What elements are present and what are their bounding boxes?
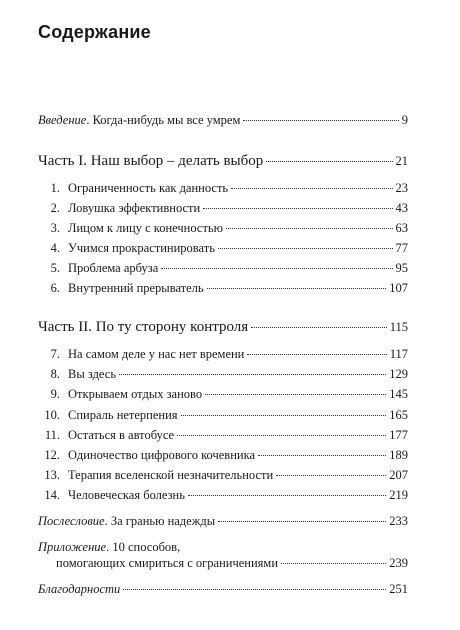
chapter-title: Внутренний прерыватель	[68, 281, 204, 295]
chapter-title: Спираль нетерпения	[68, 407, 178, 422]
chapter-number: 13.	[44, 468, 60, 483]
chapter-title: Терапия вселенской незначительности	[68, 468, 274, 483]
toc-chapter-entry[interactable]	[38, 180, 408, 196]
dot-leader	[258, 455, 386, 456]
toc-chapter-entry[interactable]	[38, 280, 408, 296]
dot-leader	[247, 354, 386, 355]
page-number: 251	[389, 582, 408, 596]
dot-leader	[276, 475, 386, 476]
chapter-title: Одиночество цифрового кочевника	[68, 448, 256, 462]
page-number: 95	[395, 261, 408, 275]
toc-entry-thanks[interactable]	[38, 581, 408, 597]
chapter-number: 12.	[44, 448, 60, 462]
page-number: 23	[395, 181, 408, 195]
toc-chapter-entry[interactable]	[38, 386, 408, 402]
chapter-number: 3.	[50, 221, 60, 235]
chapter-title: На самом деле у нас нет времени	[68, 347, 245, 361]
chapter-number: 11.	[44, 427, 60, 442]
page-number: 43	[395, 201, 408, 215]
dot-leader	[251, 327, 387, 328]
chapter-number: 6.	[50, 281, 60, 295]
dot-leader	[281, 563, 386, 564]
dot-leader	[218, 248, 393, 249]
toc-chapter-entry[interactable]	[38, 260, 408, 276]
dot-leader	[181, 415, 387, 416]
part-title: Часть I. Наш выбор – делать выбор	[38, 153, 264, 169]
toc-chapter-entry[interactable]	[38, 240, 408, 256]
page-number: 189	[389, 448, 408, 462]
dot-leader	[188, 495, 386, 496]
toc-chapter-entry[interactable]	[38, 200, 408, 216]
page-number: 115	[389, 320, 408, 334]
dot-leader	[123, 589, 386, 590]
chapter-title: Проблема арбуза	[68, 261, 159, 275]
dot-leader	[243, 120, 398, 121]
chapter-number: 7.	[50, 347, 60, 361]
page-number: 239	[389, 556, 408, 570]
chapter-title: Лицом к лицу с конечностью	[68, 221, 223, 235]
intro-label: Введение	[38, 113, 87, 127]
page-number: 145	[389, 387, 408, 402]
dot-leader	[203, 208, 392, 209]
chapter-title: Учимся прокрастинировать	[68, 241, 215, 255]
toc-chapter-entry[interactable]	[38, 467, 408, 483]
dot-leader	[205, 394, 386, 395]
chapter-title: Остаться в автобусе	[68, 427, 175, 442]
appendix-line2: помогающих смириться с ограничениями	[56, 556, 279, 570]
page-number: 117	[389, 347, 408, 361]
chapter-number: 4.	[50, 241, 60, 255]
page-number: 107	[389, 281, 408, 295]
toc-chapter-entry[interactable]	[38, 366, 408, 382]
toc-chapter-entry[interactable]	[38, 427, 408, 443]
intro-text: . Когда-нибудь мы все умрем	[86, 113, 241, 127]
toc-chapter-entry[interactable]	[38, 487, 408, 503]
toc-chapter-entry[interactable]	[38, 220, 408, 236]
toc-entry-appendix[interactable]	[38, 539, 408, 571]
chapter-title: Вы здесь	[68, 367, 117, 382]
dot-leader	[161, 268, 392, 269]
dot-leader	[177, 435, 386, 436]
toc-chapter-entry[interactable]	[38, 447, 408, 463]
afterword-text: . За гранью надежды	[104, 514, 216, 528]
page-number: 207	[389, 468, 408, 483]
afterword-label: Послесловие	[38, 514, 105, 528]
toc-part-1[interactable]	[38, 152, 408, 170]
toc-chapter-entry[interactable]	[38, 346, 408, 362]
chapter-title: Человеческая болезнь	[68, 488, 185, 503]
page-number: 21	[395, 154, 408, 168]
chapter-number: 8.	[50, 367, 60, 382]
chapter-title: Ловушка эффективности	[68, 201, 201, 215]
part-title: Часть II. По ту сторону контроля	[38, 319, 249, 335]
page-number: 9	[401, 113, 408, 127]
chapter-number: 10.	[44, 407, 60, 422]
chapter-number: 14.	[44, 488, 60, 503]
page-number: 165	[389, 407, 408, 422]
chapter-number: 9.	[50, 387, 60, 402]
page-number: 129	[389, 367, 408, 382]
page-number: 77	[395, 241, 408, 255]
appendix-line1: . 10 способов,	[106, 540, 181, 554]
page-number: 233	[389, 514, 408, 528]
appendix-label: Приложение	[38, 540, 107, 554]
toc-chapter-entry[interactable]	[38, 407, 408, 423]
dot-leader	[231, 188, 392, 189]
page-title: Содержание	[38, 22, 151, 42]
chapter-title: Открываем отдых заново	[68, 387, 203, 402]
page-number: 63	[395, 221, 408, 235]
page-number: 219	[389, 488, 408, 503]
dot-leader	[218, 521, 386, 522]
dot-leader	[207, 288, 387, 289]
chapter-number: 5.	[50, 261, 60, 275]
toc-part-2[interactable]	[38, 318, 408, 336]
thanks-label: Благодарности	[38, 582, 121, 596]
page-number: 177	[389, 427, 408, 442]
dot-leader	[226, 228, 393, 229]
toc-entry-intro[interactable]	[38, 112, 408, 128]
dot-leader	[119, 374, 386, 375]
toc-entry-afterword[interactable]	[38, 513, 408, 529]
chapter-number: 2.	[50, 201, 60, 215]
chapter-title: Ограниченность как данность	[68, 181, 229, 195]
chapter-number: 1.	[50, 181, 60, 195]
dot-leader	[266, 161, 392, 162]
